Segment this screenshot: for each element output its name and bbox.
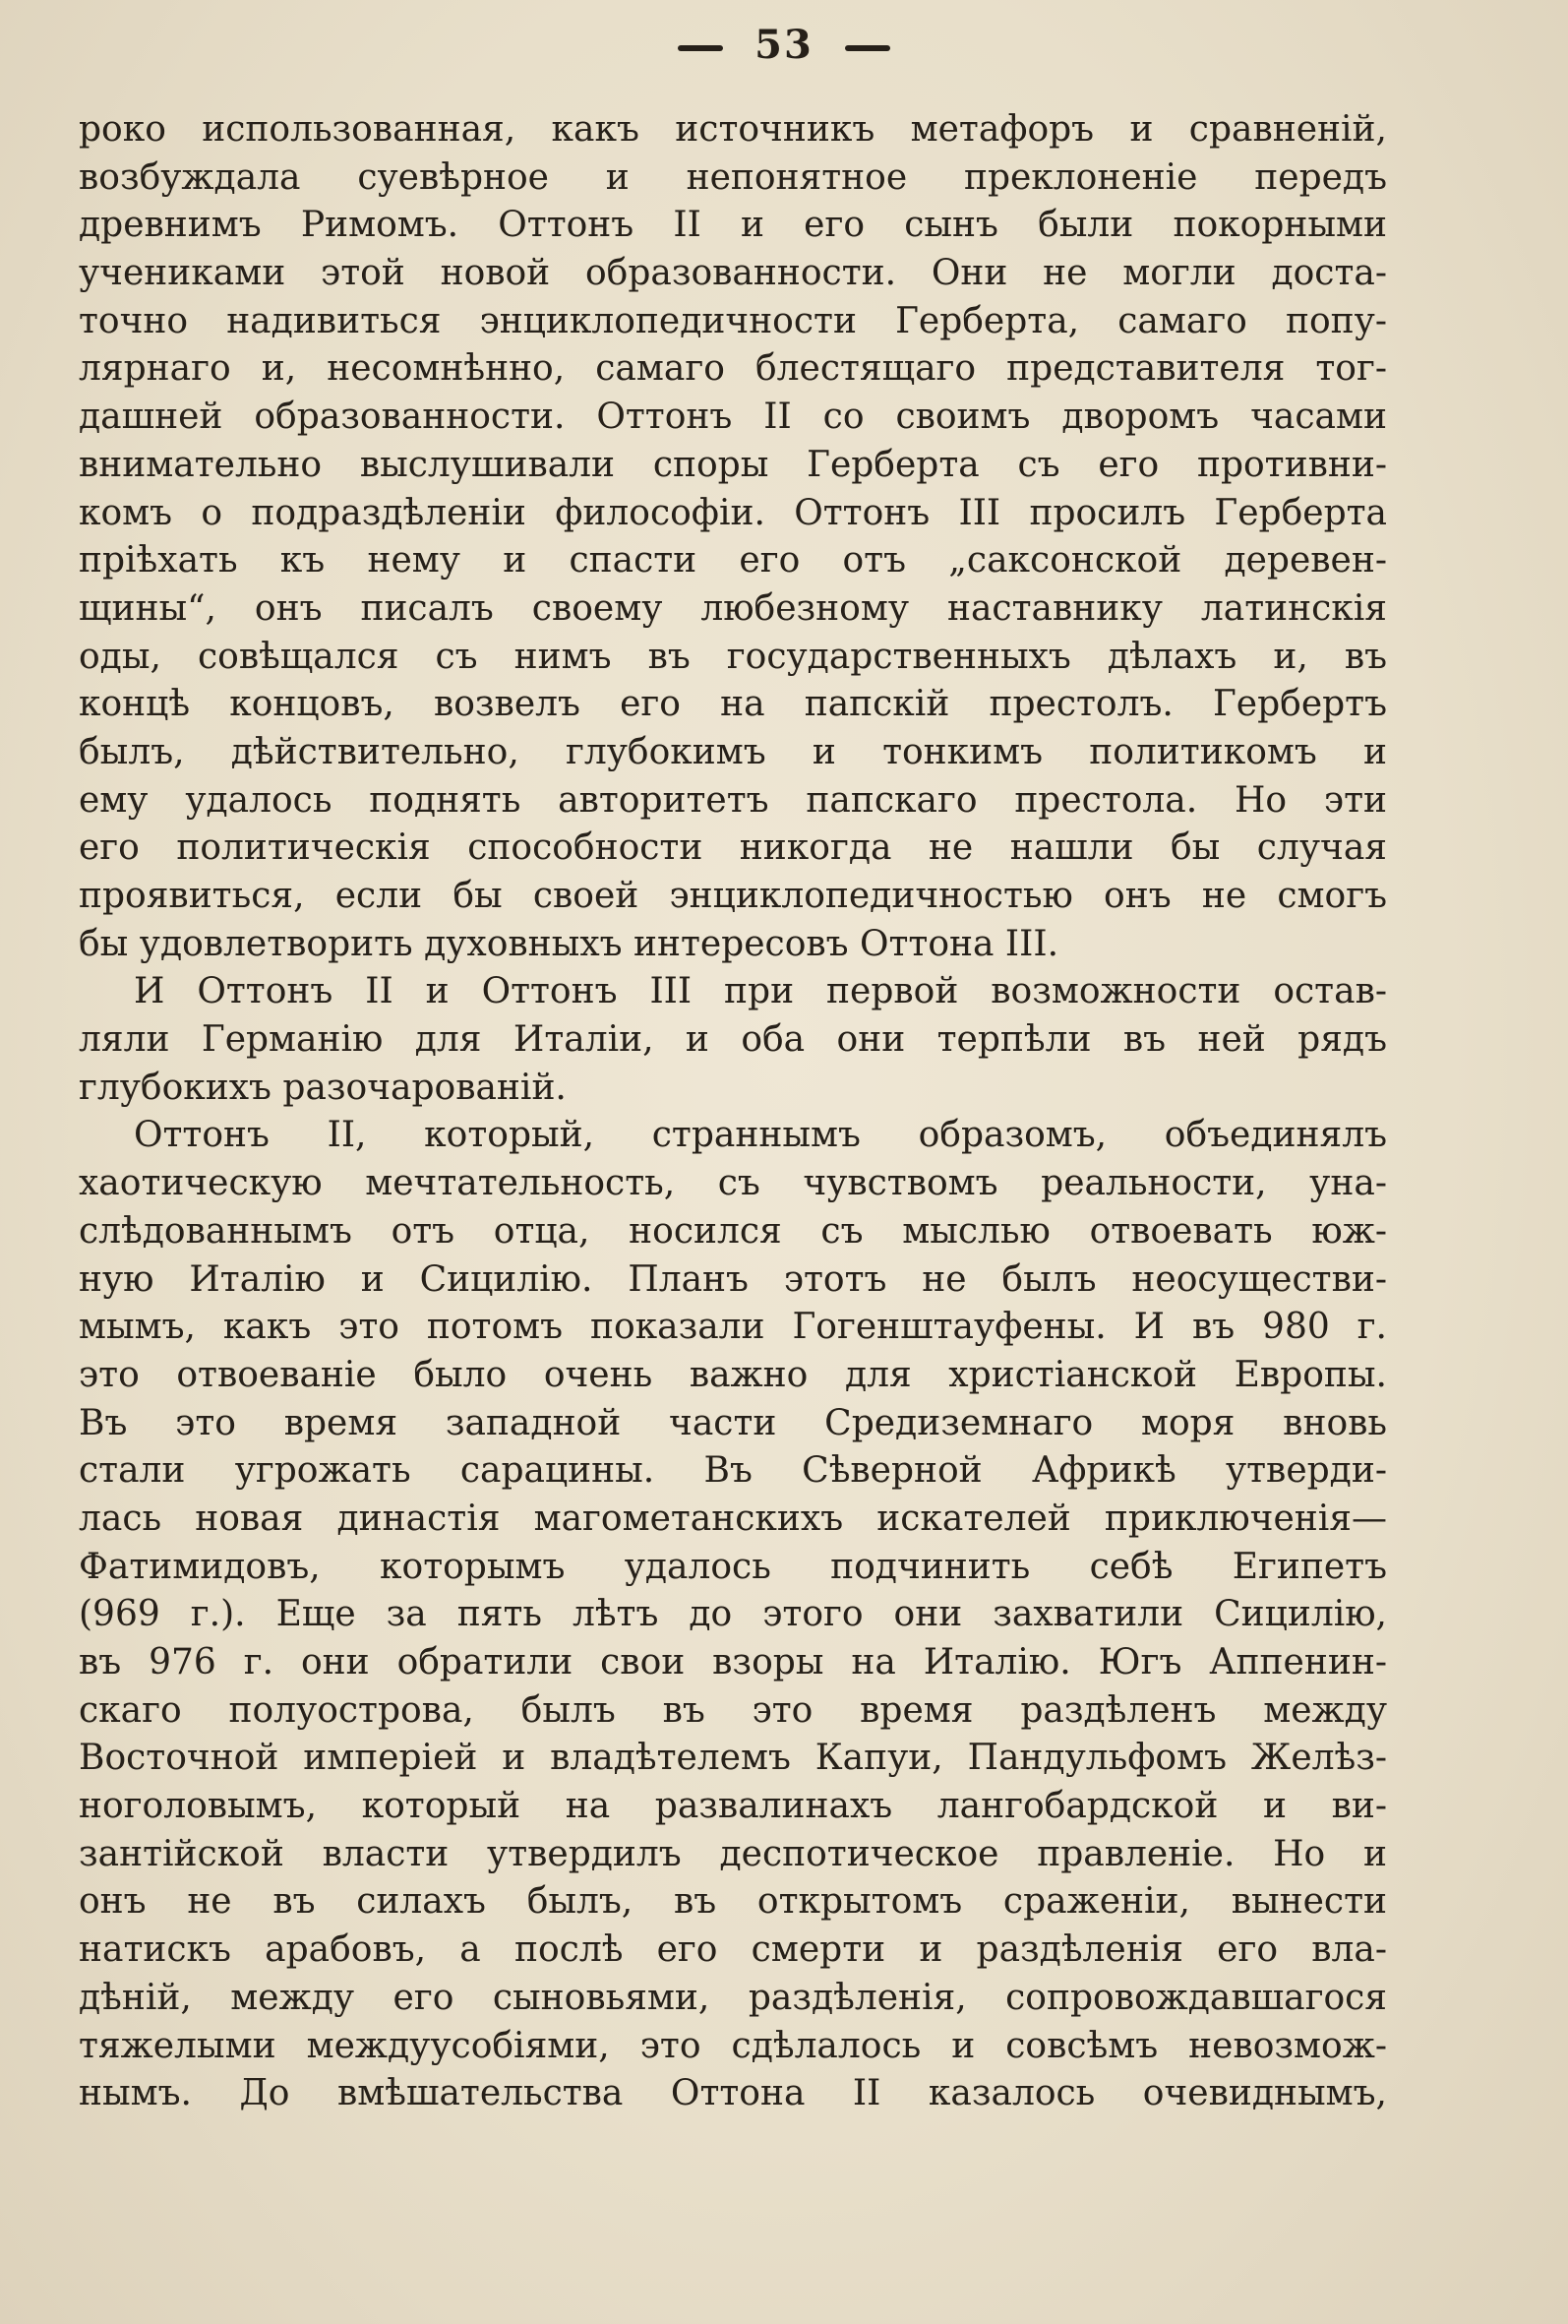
text-line: мымъ, какъ это потомъ показали Гогенштауфены. И въ 980 г. [79, 1307, 1387, 1348]
text-line: нымъ. До вмѣшательства Оттона II казалось очевиднымъ, [79, 2073, 1387, 2114]
text-line: слѣдованнымъ отъ отца, носился съ мыслью отвоевать юж- [79, 1210, 1387, 1252]
text-line: щины“, онъ писалъ своему любезному наставнику латинскія [79, 587, 1387, 629]
text-line: натискъ арабовъ, а послѣ его смерти и раздѣленія его вла- [79, 1929, 1387, 1971]
text-line: Оттонъ II, который, страннымъ образомъ, объединялъ [134, 1115, 1387, 1156]
text-line: стали угрожать сарацины. Въ Сѣверной Африкѣ утверди- [79, 1450, 1387, 1492]
text-line: проявиться, если бы своей энциклопедичностью онъ не смогъ [79, 876, 1387, 916]
text-line: глубокихъ разочарованій. [79, 1067, 567, 1108]
text-line: въ 976 г. они обратили свои взоры на Италію. Югъ Аппенин- [79, 1642, 1387, 1682]
body-text [79, 106, 1387, 2118]
text-line: это отвоеваніе было очень важно для христіанской Европы. [79, 1354, 1387, 1395]
header-left-dash [678, 45, 723, 51]
text-line: дѣній, между его сыновьями, раздѣленія, сопровождавшагося [79, 1977, 1387, 2018]
text-line: ную Италію и Сицилію. Планъ этотъ не былъ неосуществи- [79, 1258, 1387, 1300]
text-line: И Оттонъ II и Оттонъ III при первой возможности остав- [134, 971, 1387, 1012]
text-line: древнимъ Римомъ. Оттонъ II и его сынъ были покорными [79, 205, 1387, 246]
text-line: возбуждала суевѣрное и непонятное преклоненіе передъ [79, 156, 1387, 198]
text-line: Фатимидовъ, которымъ удалось подчинить себѣ Египетъ [79, 1546, 1387, 1587]
text-line: точно надивиться энциклопедичности Герберта, самаго попу- [79, 300, 1387, 341]
text-line: хаотическую мечтательность, съ чувствомъ реальности, уна- [79, 1163, 1387, 1204]
text-line: ляли Германію для Италіи, и оба они терпѣли въ ней рядъ [79, 1019, 1387, 1061]
text-line: комъ о подраздѣленіи философіи. Оттонъ III просилъ Герберта [79, 492, 1387, 533]
text-line: зантійской власти утвердилъ деспотическое правленіе. Но и [79, 1833, 1387, 1874]
text-line: онъ не въ силахъ былъ, въ открытомъ сраженіи, вынести [79, 1881, 1387, 1923]
text-line: Въ это время западной части Средиземнаго моря вновь [79, 1402, 1387, 1443]
text-line: оды, совѣщался съ нимъ въ государственныхъ дѣлахъ и, въ [79, 636, 1387, 677]
text-line: (969 г.). Еще за пять лѣтъ до этого они захватили Сицилію, [79, 1594, 1387, 1635]
text-line: концѣ концовъ, возвелъ его на папскій престолъ. Гербертъ [79, 684, 1387, 725]
page-number: 53 [754, 22, 814, 68]
text-line: роко использованная, какъ источникъ метафоръ и сравненій, [79, 109, 1387, 150]
text-line: былъ, дѣйствительно, глубокимъ и тонкимъ политикомъ и [79, 731, 1387, 772]
text-line: ноголовымъ, который на развалинахъ лангобардской и ви- [79, 1786, 1387, 1827]
text-line: пріѣхать къ нему и спасти его отъ „саксонской деревен- [79, 540, 1387, 581]
text-line: учениками этой новой образованности. Они не могли доста- [79, 253, 1387, 294]
text-line: лярнаго и, несомнѣнно, самаго блестящаго представителя тог- [79, 348, 1387, 390]
text-line: внимательно выслушивали споры Герберта съ его противни- [79, 444, 1387, 485]
text-line: его политическія способности никогда не нашли бы случая [79, 827, 1387, 869]
text-line: ему удалось поднять авторитетъ папскаго престола. Но эти [79, 779, 1387, 821]
page-header [0, 22, 1568, 68]
text-line: лась новая династія магометанскихъ искателей приключенія— [79, 1498, 1387, 1539]
text-line: Восточной имперіей и владѣтелемъ Капуи, Пандульфомъ Желѣз- [79, 1738, 1387, 1779]
text-line: дашней образованности. Оттонъ II со своимъ дворомъ часами [79, 397, 1387, 438]
header-right-dash [845, 45, 890, 51]
text-line: тяжелыми междуусобіями, это сдѣлалось и совсѣмъ невозмож- [79, 2025, 1387, 2066]
text-line: скаго полуострова, былъ въ это время раздѣленъ между [79, 1689, 1387, 1731]
text-line: бы удовлетворить духовныхъ интересовъ Оттона III. [79, 923, 1059, 964]
